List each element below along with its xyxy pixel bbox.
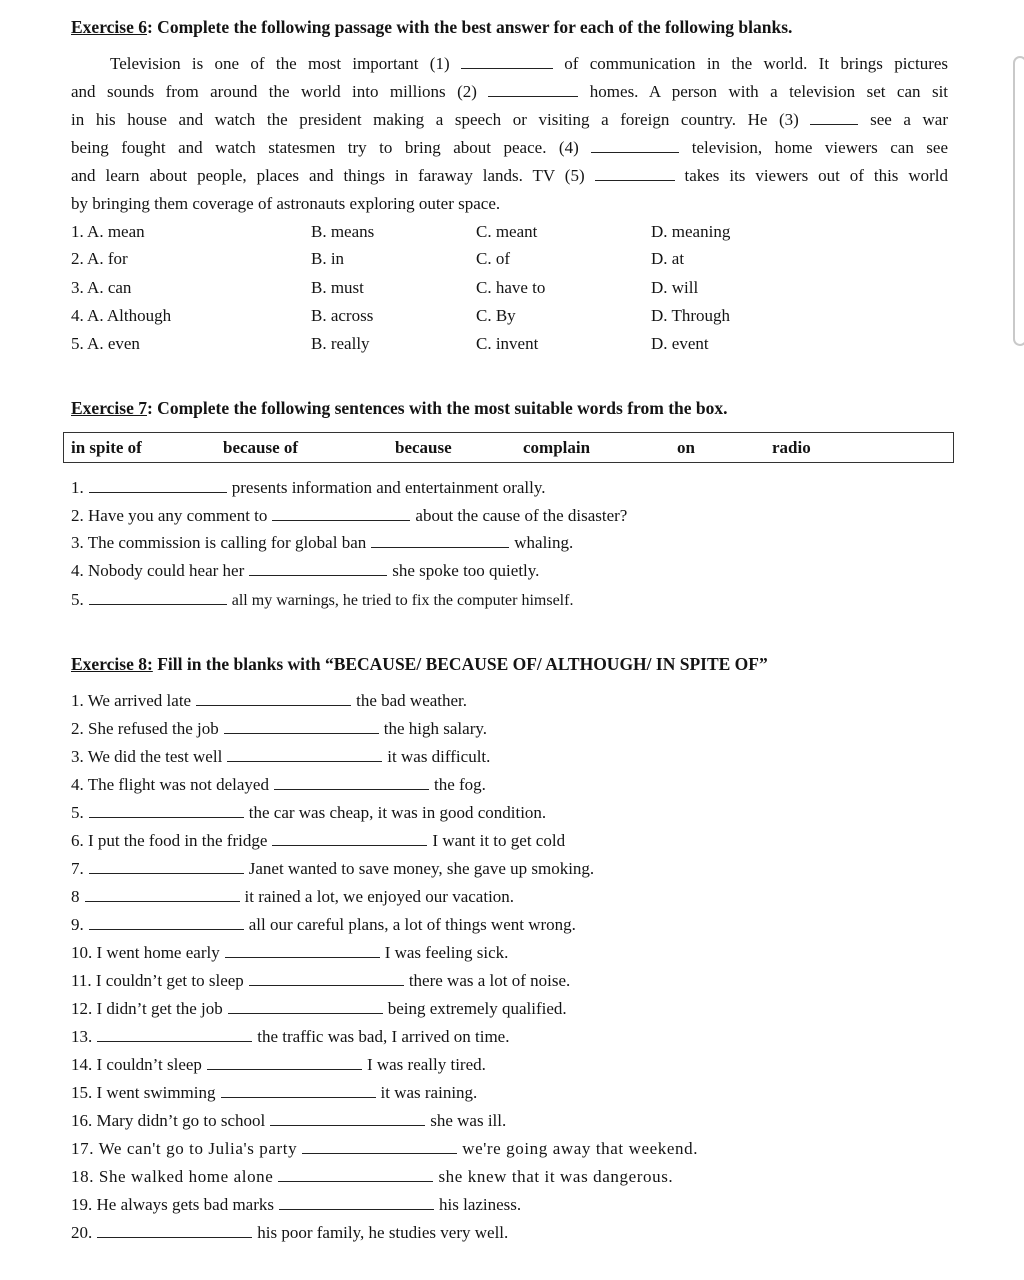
question-text: it rained a lot, we enjoyed our vacation. [244,887,515,906]
option-d[interactable]: D. meaning [651,222,731,241]
question-text: 17. We can't go to Julia's party [71,1139,298,1158]
exercise-8-instruction: Fill in the blanks with “BECAUSE/ BECAUSE OF/ ALTHOUGH/ IN SPITE OF” [152,654,768,674]
blank-5[interactable] [595,166,675,181]
question-text: 2. Have you any comment to [71,506,268,525]
answer-blank[interactable] [279,1195,434,1210]
passage-line [71,138,948,160]
answer-blank[interactable] [228,999,383,1014]
options-row-5 [71,334,791,356]
passage-text: takes its viewers out of this world [684,166,948,185]
answer-blank[interactable] [371,533,509,548]
exercise-8-item [71,1223,508,1245]
options-row-2 [71,249,791,271]
answer-blank[interactable] [278,1167,433,1182]
exercise-8-item [71,1139,698,1161]
exercise-8-item [71,1055,486,1077]
option-a[interactable]: 4. A. Although [71,306,172,325]
answer-blank[interactable] [302,1139,457,1154]
question-text: presents information and entertainment orally. [231,478,546,497]
question-text: all my warnings, he tried to fix the computer himself. [231,592,574,609]
question-text: 2. She refused the job [71,719,219,738]
answer-blank[interactable] [207,1055,362,1070]
exercise-8-item [71,803,546,825]
question-text: 3. We did the test well [71,747,223,766]
passage-text: homes. A person with a television set can sit [589,82,948,101]
passage-line [71,110,948,132]
question-text: 5. [71,590,84,609]
exercise-8-item [71,775,486,797]
exercise-8-item [71,999,567,1021]
question-text: 1. [71,478,84,497]
question-text: 13. [71,1027,93,1046]
question-text: being extremely qualified. [387,999,567,1018]
answer-blank[interactable] [272,506,410,521]
answer-blank[interactable] [89,478,227,493]
question-text: 10. I went home early [71,943,220,962]
question-text: she was ill. [430,1111,507,1130]
options-row-4 [71,306,791,328]
passage-line [71,194,948,216]
question-text: we're going away that weekend. [462,1139,699,1158]
question-text: I was feeling sick. [384,943,509,962]
option-c[interactable]: C. have to [476,278,546,297]
exercise-8-item [71,943,508,965]
answer-blank[interactable] [89,915,244,930]
question-line [71,478,546,500]
exercise-8-item [71,1111,506,1133]
question-text: 7. [71,859,84,878]
answer-blank[interactable] [89,590,227,605]
option-c[interactable]: C. invent [476,334,539,353]
answer-blank[interactable] [227,747,382,762]
option-a[interactable]: 3. A. can [71,278,132,297]
option-b[interactable]: B. means [311,222,375,241]
option-b[interactable]: B. across [311,306,374,325]
question-text: Janet wanted to save money, she gave up smoking. [248,859,595,878]
answer-blank[interactable] [85,887,240,902]
passage-line [71,166,948,188]
answer-blank[interactable] [272,831,427,846]
answer-blank[interactable] [89,859,244,874]
answer-blank[interactable] [221,1083,376,1098]
exercise-6-instruction: : Complete the following passage with the best answer for each of the following blanks. [146,17,793,37]
question-text: 20. [71,1223,93,1242]
passage-text: television, home viewers can see [691,138,948,157]
word-box [63,432,954,463]
exercise-8-item [71,859,594,881]
exercise-8-item [71,747,490,769]
option-d[interactable]: D. at [651,249,685,268]
question-text: the traffic was bad, I arrived on time. [257,1027,510,1046]
question-text: she spoke too quietly. [392,561,540,580]
passage-text: being fought and watch statesmen try to bring about peace. (4) [71,138,579,157]
question-text: 4. Nobody could hear her [71,561,245,580]
question-text: the car was cheap, it was in good condition. [248,803,547,822]
question-text: 5. [71,803,84,822]
exercise-8-item [71,915,576,937]
answer-blank[interactable] [89,803,244,818]
question-text: 12. I didn’t get the job [71,999,223,1018]
question-text: 3. The commission is calling for global ban [71,533,367,552]
question-line [71,590,573,612]
question-text: about the cause of the disaster? [415,506,628,525]
exercise-6-label: Exercise 6 [71,17,147,37]
passage-line [71,82,948,104]
answer-blank[interactable] [196,691,351,706]
exercise-8-item [71,1027,509,1049]
question-text: the fog. [433,775,486,794]
question-text: 1. We arrived late [71,691,192,710]
answer-blank[interactable] [225,943,380,958]
answer-blank[interactable] [224,719,379,734]
question-text: 8 [71,887,80,906]
passage-text: and learn about people, places and things in faraway lands. TV (5) [71,166,585,185]
passage-text: by bringing them coverage of astronauts exploring outer space. [71,194,501,213]
option-a[interactable]: 2. A. for [71,249,128,268]
option-b[interactable]: B. really [311,334,370,353]
option-d[interactable]: D. Through [651,306,731,325]
question-text: I was really tired. [366,1055,486,1074]
answer-blank[interactable] [270,1111,425,1126]
question-text: 19. He always gets bad marks [71,1195,275,1214]
answer-blank[interactable] [249,971,404,986]
answer-blank[interactable] [249,561,387,576]
exercise-7-instruction: : Complete the following sentences with the most suitable words from the box. [146,398,728,418]
option-c[interactable]: C. meant [476,222,538,241]
blank-1[interactable] [461,54,553,69]
option-c[interactable]: C. By [476,306,516,325]
options-row-3 [71,278,791,300]
blank-2[interactable] [488,82,578,97]
question-text: the bad weather. [356,691,468,710]
passage-text: see a war [870,110,948,129]
question-text: 6. I put the food in the fridge [71,831,268,850]
passage-text: of communication in the world. It brings pictures [564,54,948,73]
exercise-8-item [71,1195,521,1217]
exercise-8-item [71,1083,477,1105]
blank-4[interactable] [591,138,679,153]
option-d[interactable]: D. event [651,334,709,353]
exercise-8-item [71,719,487,741]
question-text: 14. I couldn’t sleep [71,1055,202,1074]
word-box-item: on [677,438,695,457]
question-text: his poor family, he studies very well. [257,1223,509,1242]
question-text: 15. I went swimming [71,1083,216,1102]
answer-blank[interactable] [97,1223,252,1238]
option-c[interactable]: C. of [476,249,510,268]
exercise-8-title [71,654,768,675]
passage-line [110,54,948,76]
word-box-item: because of [223,438,299,457]
exercise-8-item [71,971,570,993]
blank-3[interactable] [810,110,858,125]
question-line [71,506,627,528]
scrollbar-handle[interactable] [1013,56,1024,346]
question-text: I want it to get cold [432,831,566,850]
option-a[interactable]: 1. A. mean [71,222,145,241]
question-text: the high salary. [383,719,488,738]
word-box-item: complain [523,438,591,457]
question-text: 16. Mary didn’t go to school [71,1111,266,1130]
question-text: there was a lot of noise. [408,971,571,990]
option-a[interactable]: 5. A. even [71,334,140,353]
answer-blank[interactable] [274,775,429,790]
options-row-1 [71,222,791,244]
exercise-8-item [71,1167,673,1189]
word-box-item: because [395,438,452,457]
exercise-8-label: Exercise 8: [71,654,153,674]
question-text: it was difficult. [387,747,491,766]
question-line [71,561,539,583]
question-line [71,533,573,555]
question-text: 9. [71,915,84,934]
exercise-7-label: Exercise 7 [71,398,147,418]
question-text: she knew that it was dangerous. [438,1167,674,1186]
option-b[interactable]: B. must [311,278,364,297]
answer-blank[interactable] [97,1027,252,1042]
exercise-7-title [71,398,728,419]
exercise-8-item [71,691,467,713]
question-text: it was raining. [380,1083,478,1102]
question-text: 11. I couldn’t get to sleep [71,971,244,990]
exercise-8-item [71,831,565,853]
question-text: 18. She walked home alone [71,1167,274,1186]
word-box-item: radio [772,438,811,457]
option-d[interactable]: D. will [651,278,699,297]
question-text: whaling. [514,533,574,552]
passage-text: and sounds from around the world into millions (2) [71,82,477,101]
exercise-8-item [71,887,514,909]
exercise-6-title [71,17,792,38]
question-text: all our careful plans, a lot of things went wrong. [248,915,576,934]
question-text: his laziness. [439,1195,522,1214]
passage-text: Television is one of the most important (1) [110,54,450,73]
passage-text: in his house and watch the president making a speech or visiting a foreign country. He (3) [71,110,799,129]
option-b[interactable]: B. in [311,249,345,268]
word-box-item: in spite of [71,438,142,457]
question-text: 4. The flight was not delayed [71,775,269,794]
